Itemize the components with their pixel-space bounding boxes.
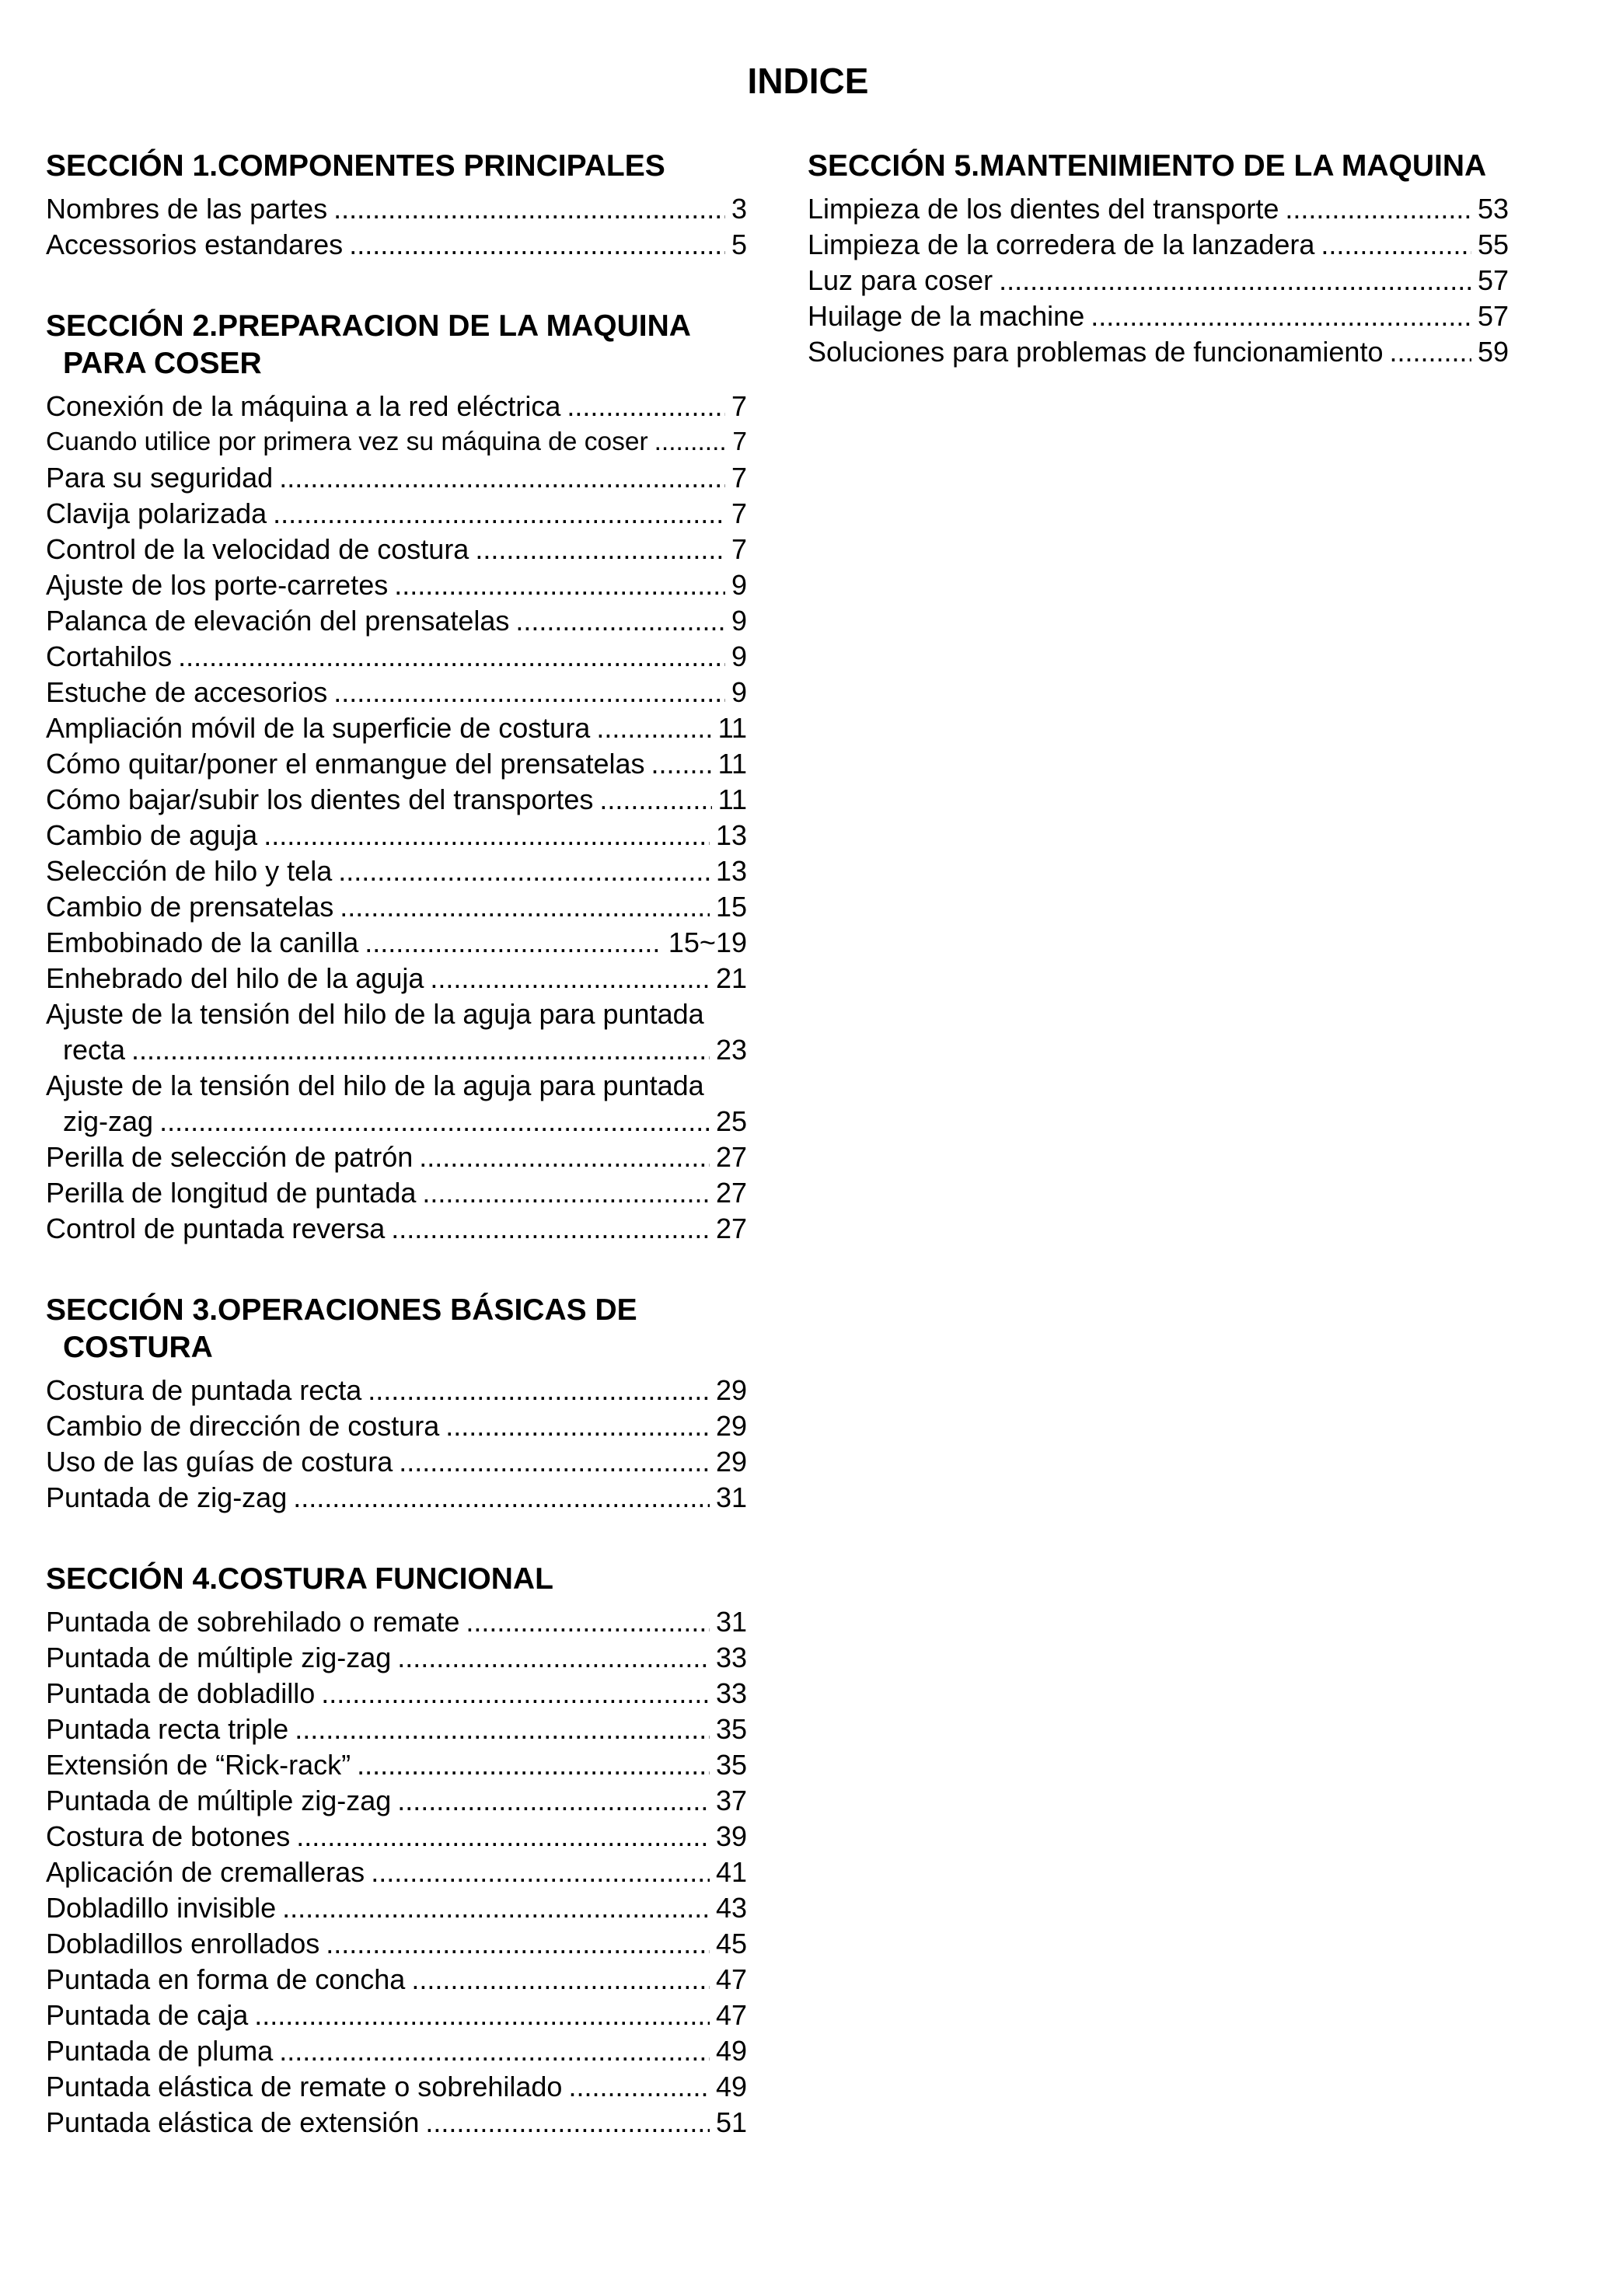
dot-leader — [371, 1855, 710, 1890]
toc-entry — [46, 1962, 747, 1998]
entry-page: 55 — [1477, 229, 1509, 260]
entry-list — [46, 1139, 747, 1247]
dot-leader — [338, 853, 710, 889]
toc-entry — [46, 925, 747, 961]
entry-page: 53 — [1477, 193, 1509, 225]
dot-leader — [273, 496, 725, 532]
dot-leader — [515, 603, 725, 639]
toc-entry-wrapped — [46, 996, 747, 1068]
toc-entry — [46, 1408, 747, 1444]
entry-label: Ajuste de la tensión del hilo de la aguja para puntada — [46, 998, 704, 1030]
dot-leader — [654, 424, 727, 460]
entry-label: Costura de puntada recta — [46, 1374, 362, 1406]
entry-page: 47 — [715, 1963, 747, 1995]
section-4 — [46, 1561, 747, 2141]
dot-leader — [131, 1032, 710, 1068]
entry-page: 33 — [715, 1642, 747, 1673]
section-heading-line: COSTURA — [63, 1331, 213, 1364]
entry-list — [46, 1604, 747, 2141]
dot-leader — [368, 1373, 710, 1408]
entry-page: 11 — [717, 748, 747, 780]
entry-label: Cómo quitar/poner el enmangue del prensatelas — [46, 748, 645, 780]
entry-label: Soluciones para problemas de funcionamiento — [808, 336, 1384, 368]
entry-label: Puntada de sobrehilado o remate — [46, 1606, 460, 1638]
entry-label: Dobladillos enrollados — [46, 1928, 320, 1959]
entry-page: 27 — [715, 1141, 747, 1173]
dot-leader — [397, 1783, 710, 1819]
entry-page: 13 — [715, 855, 747, 887]
dot-leader — [321, 1676, 710, 1712]
dot-leader — [651, 746, 711, 782]
entry-label: Ajuste de los porte-carretes — [46, 569, 389, 601]
toc-entry — [46, 2033, 747, 2069]
dot-leader — [254, 1998, 710, 2033]
entry-label: Accessorios estandares — [46, 229, 344, 260]
dot-leader — [279, 460, 725, 496]
toc-entry — [808, 191, 1509, 227]
dot-leader — [279, 2033, 710, 2069]
entry-label: Palanca de elevación del prensatelas — [46, 605, 510, 637]
toc-entry — [808, 227, 1509, 263]
toc-entry — [46, 2105, 747, 2141]
entry-label: Cuando utilice por primera vez su máquina de coser — [46, 427, 648, 456]
entry-label: Aplicación de cremalleras — [46, 1856, 365, 1888]
dot-leader — [411, 1962, 710, 1998]
entry-page: 5 — [731, 229, 747, 260]
entry-label: Luz para coser — [808, 264, 993, 296]
toc-entry — [46, 1855, 747, 1890]
entry-page: 15 — [715, 891, 747, 923]
entry-page: 33 — [715, 1677, 747, 1709]
toc-entry — [46, 1444, 747, 1480]
dot-leader — [333, 191, 725, 227]
entry-label: Limpieza de la corredera de la lanzadera — [808, 229, 1315, 260]
entry-page: 7 — [731, 462, 747, 494]
dot-leader — [349, 227, 725, 263]
entry-label: Enhebrado del hilo de la aguja — [46, 962, 424, 994]
section-heading: SECCIÓN 4.COSTURA FUNCIONAL — [46, 1562, 553, 1596]
toc-entry — [46, 710, 747, 746]
entry-label: Puntada elástica de extensión — [46, 2106, 420, 2138]
entry-page: 9 — [731, 605, 747, 637]
entry-page: 9 — [731, 569, 747, 601]
dot-leader — [178, 639, 725, 675]
toc-entry — [46, 389, 747, 424]
entry-label: Estuche de accesorios — [46, 676, 328, 708]
entry-page: 11 — [717, 712, 747, 744]
entry-page: 13 — [715, 819, 747, 851]
toc-entry — [46, 1712, 747, 1747]
section-2 — [46, 308, 747, 1247]
entry-label: Puntada de caja — [46, 1999, 249, 2031]
toc-entry — [46, 1211, 747, 1247]
toc-entry — [46, 2069, 747, 2105]
entry-page: 15~19 — [668, 926, 747, 958]
toc-entry — [46, 889, 747, 925]
toc-entry — [46, 1175, 747, 1211]
entry-label: Uso de las guías de costura — [46, 1446, 393, 1478]
dot-leader — [295, 1712, 710, 1747]
entry-page: 9 — [731, 676, 747, 708]
entry-list — [46, 389, 747, 996]
dot-leader — [159, 1104, 710, 1139]
toc-entry — [46, 191, 747, 227]
entry-page: 59 — [1477, 336, 1509, 368]
toc-entry — [46, 1819, 747, 1855]
entry-page: 3 — [731, 193, 747, 225]
dot-leader — [422, 1175, 710, 1211]
toc-entry — [46, 1998, 747, 2033]
section-heading-line: PARA COSER — [63, 347, 262, 380]
dot-leader — [394, 567, 725, 603]
entry-label: Control de puntada reversa — [46, 1213, 386, 1244]
toc-entry — [808, 334, 1509, 370]
section-heading — [46, 1292, 747, 1366]
dot-leader — [340, 889, 710, 925]
entry-label: Nombres de las partes — [46, 193, 328, 225]
toc-entry — [46, 1783, 747, 1819]
dot-leader — [264, 818, 710, 853]
right-column — [808, 148, 1509, 415]
entry-label: Puntada elástica de remate o sobrehilado — [46, 2071, 563, 2102]
entry-label: Ajuste de la tensión del hilo de la aguja para puntada — [46, 1069, 704, 1101]
entry-page: 25 — [715, 1105, 747, 1137]
entry-page: 29 — [715, 1446, 747, 1478]
section-heading: SECCIÓN 1.COMPONENTES PRINCIPALES — [46, 149, 665, 183]
entry-page: 23 — [715, 1034, 747, 1066]
entry-label: Selección de hilo y tela — [46, 855, 333, 887]
toc-entry — [46, 1890, 747, 1926]
entry-page: 9 — [731, 640, 747, 672]
entry-label: Puntada de dobladillo — [46, 1677, 316, 1709]
entry-page: 37 — [715, 1785, 747, 1816]
entry-page: 31 — [715, 1481, 747, 1513]
entry-label: Cómo bajar/subir los dientes del transportes — [46, 783, 594, 815]
toc-entry — [46, 532, 747, 567]
entry-label: Ampliación móvil de la superficie de costura — [46, 712, 591, 744]
dot-leader — [466, 1604, 710, 1640]
entry-page: 7 — [731, 533, 747, 565]
entry-label: Puntada en forma de concha — [46, 1963, 406, 1995]
dot-leader — [1321, 227, 1471, 263]
toc-entry-continuation — [46, 1032, 747, 1068]
entry-label: Control de la velocidad de costura — [46, 533, 469, 565]
entry-label: Clavija polarizada — [46, 497, 267, 529]
dot-leader — [999, 263, 1471, 298]
entry-page: 49 — [715, 2071, 747, 2102]
dot-leader — [475, 532, 725, 567]
dot-leader — [425, 2105, 710, 2141]
entry-page: 57 — [1477, 300, 1509, 332]
entry-label: Puntada de múltiple zig-zag — [46, 1642, 392, 1673]
section-heading-line: SECCIÓN 3.OPERACIONES BÁSICAS DE — [46, 1293, 637, 1327]
entry-page: 41 — [715, 1856, 747, 1888]
section-3 — [46, 1292, 747, 1516]
dot-leader — [599, 782, 711, 818]
entry-page: 7 — [732, 427, 747, 456]
entry-page: 27 — [715, 1213, 747, 1244]
toc-entry — [46, 1640, 747, 1676]
entry-label: Puntada de múltiple zig-zag — [46, 1785, 392, 1816]
entry-label: Puntada recta triple — [46, 1713, 289, 1745]
toc-entry — [46, 460, 747, 496]
entry-label: Cambio de aguja — [46, 819, 258, 851]
dot-leader — [445, 1408, 710, 1444]
entry-page: 47 — [715, 1999, 747, 2031]
toc-entry — [46, 853, 747, 889]
section-1 — [46, 148, 747, 263]
entry-list — [808, 191, 1509, 370]
entry-label: recta — [63, 1034, 126, 1066]
toc-entry — [46, 227, 747, 263]
entry-page: 11 — [717, 783, 747, 815]
entry-list — [46, 191, 747, 263]
entry-page: 21 — [715, 962, 747, 994]
entry-label: Cambio de prensatelas — [46, 891, 334, 923]
entry-page: 45 — [715, 1928, 747, 1959]
entry-label: Puntada de zig-zag — [46, 1481, 288, 1513]
dot-leader — [357, 1747, 710, 1783]
entry-label: Dobladillo invisible — [46, 1892, 277, 1924]
dot-leader — [293, 1480, 710, 1516]
entry-page: 29 — [715, 1374, 747, 1406]
dot-leader — [1285, 191, 1471, 227]
toc-entry — [46, 782, 747, 818]
section-heading — [46, 308, 747, 382]
toc-entry — [46, 818, 747, 853]
entry-list — [46, 1373, 747, 1516]
toc-entry-continuation — [46, 1104, 747, 1139]
toc-entry — [46, 603, 747, 639]
toc-entry — [46, 675, 747, 710]
dot-leader — [326, 1926, 710, 1962]
entry-label: Embobinado de la canilla — [46, 926, 359, 958]
entry-page: 35 — [715, 1713, 747, 1745]
dot-leader — [1091, 298, 1471, 334]
entry-page: 7 — [731, 497, 747, 529]
toc-entry — [808, 298, 1509, 334]
toc-entry — [46, 496, 747, 532]
dot-leader — [296, 1819, 710, 1855]
toc-entry — [46, 961, 747, 996]
toc-entry — [46, 1604, 747, 1640]
entry-page: 35 — [715, 1749, 747, 1781]
entry-page: 43 — [715, 1892, 747, 1924]
entry-page: 51 — [715, 2106, 747, 2138]
toc-entry — [46, 1747, 747, 1783]
dot-leader — [596, 710, 711, 746]
section-heading: SECCIÓN 5.MANTENIMIENTO DE LA MAQUINA — [808, 149, 1487, 183]
toc-entry — [46, 746, 747, 782]
entry-label: Perilla de selección de patrón — [46, 1141, 414, 1173]
toc-entry — [46, 1676, 747, 1712]
dot-leader — [397, 1640, 710, 1676]
dot-leader — [365, 925, 662, 961]
entry-label: Perilla de longitud de puntada — [46, 1177, 417, 1209]
dot-leader — [568, 2069, 710, 2105]
entry-label: Limpieza de los dientes del transporte — [808, 193, 1279, 225]
entry-page: 39 — [715, 1820, 747, 1852]
section-5 — [808, 148, 1509, 370]
dot-leader — [419, 1139, 710, 1175]
dot-leader — [391, 1211, 710, 1247]
toc-entry — [46, 1139, 747, 1175]
dot-leader — [282, 1890, 710, 1926]
page-title: INDICE — [747, 61, 869, 101]
entry-page: 27 — [715, 1177, 747, 1209]
entry-label: Extensión de “Rick-rack” — [46, 1749, 351, 1781]
entry-label: zig-zag — [63, 1105, 154, 1137]
entry-label: Huilage de la machine — [808, 300, 1085, 332]
toc-entry — [808, 263, 1509, 298]
dot-leader — [399, 1444, 710, 1480]
entry-label: Cambio de dirección de costura — [46, 1410, 440, 1442]
entry-label: Conexión de la máquina a la red eléctrica — [46, 390, 561, 422]
entry-label: Costura de botones — [46, 1820, 291, 1852]
toc-entry — [46, 639, 747, 675]
dot-leader — [567, 389, 725, 424]
entry-label: Puntada de pluma — [46, 2035, 274, 2067]
toc-entry — [46, 1480, 747, 1516]
entry-label: Cortahilos — [46, 640, 173, 672]
section-heading-line: SECCIÓN 2.PREPARACION DE LA MAQUINA — [46, 309, 691, 343]
toc-entry — [46, 567, 747, 603]
entry-page: 49 — [715, 2035, 747, 2067]
toc-entry — [46, 1926, 747, 1962]
dot-leader — [430, 961, 710, 996]
entry-page: 29 — [715, 1410, 747, 1442]
toc-entry — [46, 1373, 747, 1408]
dot-leader — [1389, 334, 1471, 370]
toc-entry-wrapped — [46, 1068, 747, 1139]
entry-page: 57 — [1477, 264, 1509, 296]
entry-page: 7 — [731, 390, 747, 422]
toc-entry — [46, 424, 747, 460]
left-column — [46, 148, 747, 2186]
dot-leader — [333, 675, 725, 710]
entry-label: Para su seguridad — [46, 462, 274, 494]
entry-page: 31 — [715, 1606, 747, 1638]
